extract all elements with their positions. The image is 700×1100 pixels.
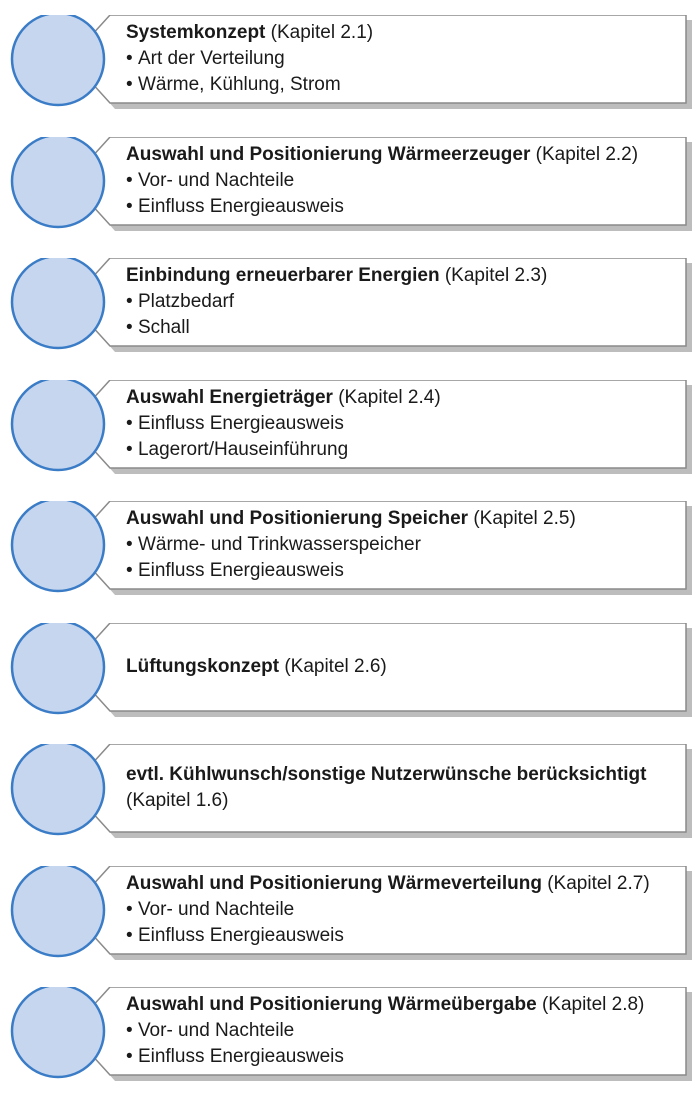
step-chapter-ref: (Kapitel 2.6) xyxy=(284,656,387,677)
flow-step xyxy=(0,137,700,233)
step-heading xyxy=(126,654,686,680)
step-circle xyxy=(12,15,104,105)
bullet-item: • Schall xyxy=(126,315,686,341)
bullet-item: • Platzbedarf xyxy=(126,289,686,315)
step-circle xyxy=(12,866,104,956)
step-circle xyxy=(12,258,104,348)
step-circle xyxy=(12,380,104,470)
bullet-item: • Einfluss Energieausweis xyxy=(126,558,686,584)
step-content xyxy=(126,501,686,589)
bullet-item: • Lagerort/Hauseinführung xyxy=(126,437,686,463)
step-circle xyxy=(12,744,104,834)
step-circle xyxy=(12,987,104,1077)
flow-step xyxy=(0,501,700,597)
flow-step xyxy=(0,15,700,111)
step-bullet-list xyxy=(126,897,686,949)
bullet-item: • Wärme, Kühlung, Strom xyxy=(126,72,686,98)
flow-step xyxy=(0,744,700,840)
step-content xyxy=(126,744,686,832)
step-bullet-list xyxy=(126,289,686,341)
step-bullet-list xyxy=(126,46,686,98)
step-chapter-ref: (Kapitel 2.5) xyxy=(473,508,576,529)
bullet-item: • Vor- und Nachteile xyxy=(126,1018,686,1044)
step-content xyxy=(126,623,686,711)
step-title: Systemkonzept xyxy=(126,22,266,43)
step-circle xyxy=(12,501,104,591)
bullet-item: • Vor- und Nachteile xyxy=(126,168,686,194)
step-title: Auswahl und Positionierung Wärmeerzeuger xyxy=(126,144,531,165)
step-title: Auswahl und Positionierung Wärmeverteilung xyxy=(126,873,542,894)
bullet-item: • Art der Verteilung xyxy=(126,46,686,72)
step-heading xyxy=(126,20,686,46)
step-heading xyxy=(126,871,686,897)
step-title: Auswahl und Positionierung Wärmeübergabe xyxy=(126,994,537,1015)
step-title: evtl. Kühlwunsch/sonstige Nutzerwünsche berücksichtigt xyxy=(126,764,647,785)
step-heading xyxy=(126,385,686,411)
step-heading xyxy=(126,506,686,532)
step-heading xyxy=(126,762,686,814)
step-chapter-ref: (Kapitel 2.3) xyxy=(444,265,548,286)
step-content xyxy=(126,258,686,346)
bullet-item: • Einfluss Energieausweis xyxy=(126,411,686,437)
step-title: Auswahl Energieträger xyxy=(126,387,333,408)
flow-step xyxy=(0,866,700,962)
bullet-item: • Einfluss Energieausweis xyxy=(126,1044,686,1070)
step-chapter-ref: (Kapitel 2.7) xyxy=(547,873,650,894)
flow-step xyxy=(0,987,700,1083)
step-title: Auswahl und Positionierung Speicher xyxy=(126,508,469,529)
step-content xyxy=(126,866,686,954)
step-content xyxy=(126,15,686,103)
step-bullet-list xyxy=(126,411,686,463)
step-chapter-ref: (Kapitel 2.4) xyxy=(338,387,441,408)
step-bullet-list xyxy=(126,532,686,584)
bullet-item: • Wärme- und Trinkwasserspeicher xyxy=(126,532,686,558)
step-content xyxy=(126,987,686,1075)
step-content xyxy=(126,137,686,225)
step-bullet-list xyxy=(126,1018,686,1070)
flow-step xyxy=(0,623,700,719)
bullet-item: • Einfluss Energieausweis xyxy=(126,194,686,220)
step-content xyxy=(126,380,686,468)
step-circle xyxy=(12,137,104,227)
flow-step xyxy=(0,380,700,476)
bullet-item: • Einfluss Energieausweis xyxy=(126,923,686,949)
step-bullet-list xyxy=(126,168,686,220)
step-title: Einbindung erneuerbarer Energien xyxy=(126,265,440,286)
step-title: Lüftungskonzept xyxy=(126,656,280,677)
step-circle xyxy=(12,623,104,713)
step-chapter-ref: (Kapitel 2.8) xyxy=(541,994,645,1015)
step-chapter-ref: (Kapitel 2.1) xyxy=(270,22,374,43)
step-heading xyxy=(126,263,686,289)
step-heading xyxy=(126,142,686,168)
flow-step xyxy=(0,258,700,354)
step-chapter-ref: (Kapitel 1.6) xyxy=(126,790,229,811)
step-chapter-ref: (Kapitel 2.2) xyxy=(535,144,639,165)
step-heading xyxy=(126,992,686,1018)
bullet-item: • Vor- und Nachteile xyxy=(126,897,686,923)
